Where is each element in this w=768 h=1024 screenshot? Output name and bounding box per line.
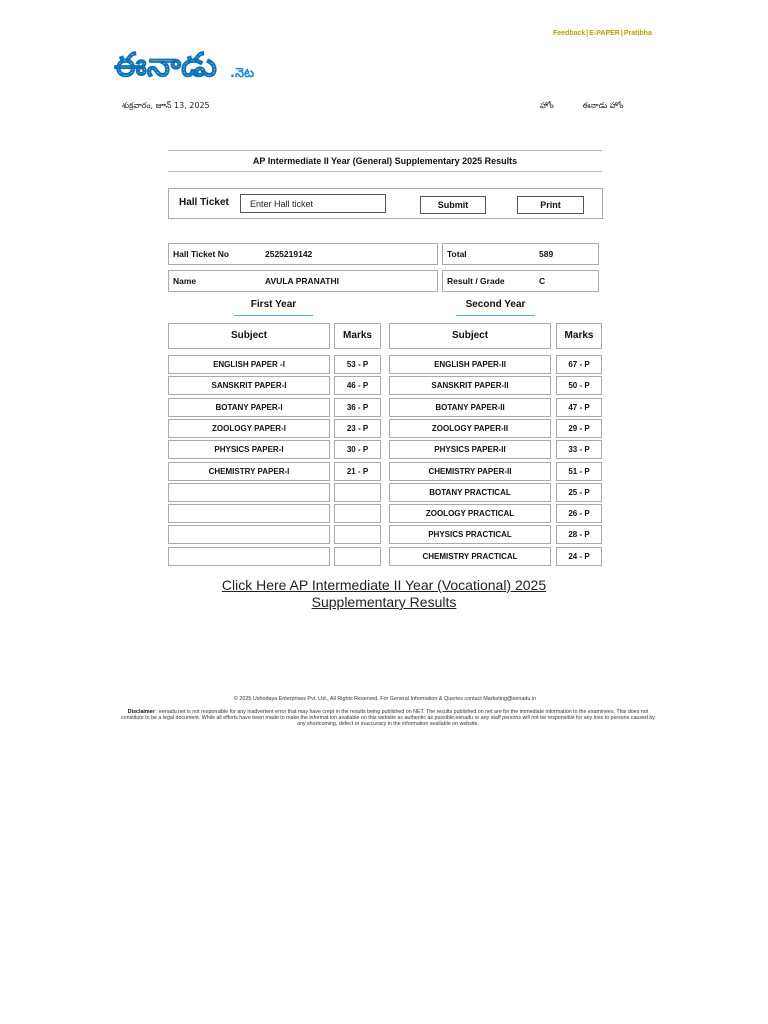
second-year-subject-cell: ZOOLOGY PAPER-II [389, 419, 551, 438]
second-year-subject-cell: SANSKRIT PAPER-II [389, 376, 551, 395]
total-value: 589 [539, 249, 554, 259]
hall-ticket-no-label: Hall Ticket No [173, 249, 230, 259]
hall-ticket-no-value: 2525219142 [265, 249, 313, 259]
second-year-marks-cell: 28 - P [556, 525, 602, 544]
second-year-subject-header: Subject [389, 323, 551, 349]
first-year-subject-header: Subject [168, 323, 330, 349]
vocational-results-link[interactable]: Click Here AP Intermediate II Year (Vocational) 2025 Supplementary Results [221, 577, 547, 610]
result-label: Result / Grade [447, 276, 505, 286]
name-label: Name [173, 276, 197, 286]
total-row [442, 243, 599, 265]
name-row [168, 270, 438, 292]
first-year-subject-cell [168, 547, 330, 566]
disclaimer [120, 709, 656, 728]
first-year-subject-cell: ZOOLOGY PAPER-I [168, 419, 330, 438]
eenadu-home-link[interactable]: ఈనాడు హోం [582, 101, 624, 110]
first-year-marks-cell [334, 525, 381, 544]
first-year-marks-cell [334, 547, 381, 566]
logo-text: ఈనాడు [114, 46, 217, 84]
second-year-subject-cell: PHYSICS PRACTICAL [389, 525, 551, 544]
first-year-subject-cell: BOTANY PAPER-I [168, 398, 330, 417]
separator: | [586, 30, 589, 37]
first-year-marks-cell: 21 - P [334, 462, 381, 481]
second-year-subject-cell: ENGLISH PAPER-II [389, 355, 551, 374]
nav-links [540, 101, 650, 112]
first-year-marks-header: Marks [334, 323, 381, 349]
submit-button[interactable]: Submit [420, 196, 486, 214]
second-year-marks-cell: 33 - P [556, 440, 602, 459]
first-year-marks-cell: 23 - P [334, 419, 381, 438]
second-year-marks-cell: 26 - P [556, 504, 602, 523]
second-year-subject-cell: ZOOLOGY PRACTICAL [389, 504, 551, 523]
logo-suffix: .నెట [230, 66, 255, 81]
hall-ticket-row [168, 243, 438, 265]
page-title: AP Intermediate II Year (General) Supplementary 2025 Results [168, 150, 602, 172]
first-year-marks-cell: 53 - P [334, 355, 381, 374]
eenadu-logo[interactable] [114, 46, 264, 84]
first-year-marks-cell [334, 483, 381, 502]
result-value: C [539, 276, 546, 286]
name-value: AVULA PRANATHI [265, 276, 339, 286]
hall-ticket-search [168, 188, 603, 219]
second-year-marks-cell: 67 - P [556, 355, 602, 374]
hall-ticket-input[interactable] [240, 194, 386, 213]
copyright: © 2025 Ushodaya Enterprises Pvt. Ltd., All Rights Reserved. For General Information & Queries contact Marketing@eenadu.in [233, 696, 537, 702]
result-row [442, 270, 599, 292]
pratibha-link[interactable]: Pratibha [623, 30, 652, 37]
feedback-link[interactable]: Feedback [553, 30, 586, 37]
second-year-subject-cell: BOTANY PRACTICAL [389, 483, 551, 502]
home-link[interactable]: హోం [540, 101, 554, 110]
first-year-subject-cell: SANSKRIT PAPER-I [168, 376, 330, 395]
second-year-marks-cell: 51 - P [556, 462, 602, 481]
top-links [553, 30, 652, 37]
first-year-marks-cell: 36 - P [334, 398, 381, 417]
disclaimer-label: Disclaimer [127, 709, 155, 715]
second-year-marks-cell: 25 - P [556, 483, 602, 502]
date-line: శుక్రవారం, జూన్ 13, 2025 [122, 101, 210, 110]
second-year-subject-cell: PHYSICS PAPER-II [389, 440, 551, 459]
first-year-subject-cell: CHEMISTRY PAPER-I [168, 462, 330, 481]
tab-second-year[interactable] [456, 299, 535, 310]
tab-first-year-label: First Year [250, 299, 297, 310]
tab-underline [456, 315, 535, 316]
first-year-marks-cell: 30 - P [334, 440, 381, 459]
epaper-link[interactable]: E-PAPER [589, 30, 620, 37]
hall-ticket-label: Hall Ticket [179, 197, 229, 208]
second-year-marks-cell: 50 - P [556, 376, 602, 395]
first-year-marks-cell [334, 504, 381, 523]
first-year-subject-cell [168, 504, 330, 523]
first-year-subject-cell [168, 525, 330, 544]
tab-first-year[interactable] [234, 299, 313, 310]
tab-underline [234, 315, 313, 316]
separator: | [620, 30, 623, 37]
second-year-subject-cell: CHEMISTRY PAPER-II [389, 462, 551, 481]
second-year-subject-cell: CHEMISTRY PRACTICAL [389, 547, 551, 566]
print-button[interactable]: Print [517, 196, 584, 214]
second-year-marks-cell: 24 - P [556, 547, 602, 566]
tab-second-year-label: Second Year [465, 299, 526, 310]
disclaimer-text: : eenadu.net is not responsible for any inadvertent error that may have crept in the results being published on NET. The results published on net are for the immediate information to the examinees. This does not constitute to be a legal document. While all efforts have been made to make the informat ion available on this website as authentic as possible,eenadu or any staff persons will not be responsible for any loss to persons caused by any shortcoming, defect or inaccuracy in the information available on website. [121, 709, 655, 728]
first-year-marks-cell: 46 - P [334, 376, 381, 395]
second-year-marks-cell: 47 - P [556, 398, 602, 417]
first-year-subject-cell: PHYSICS PAPER-I [168, 440, 330, 459]
first-year-subject-cell: ENGLISH PAPER -I [168, 355, 330, 374]
second-year-subject-cell: BOTANY PAPER-II [389, 398, 551, 417]
second-year-marks-cell: 29 - P [556, 419, 602, 438]
second-year-marks-header: Marks [556, 323, 602, 349]
total-label: Total [447, 249, 467, 259]
first-year-subject-cell [168, 483, 330, 502]
